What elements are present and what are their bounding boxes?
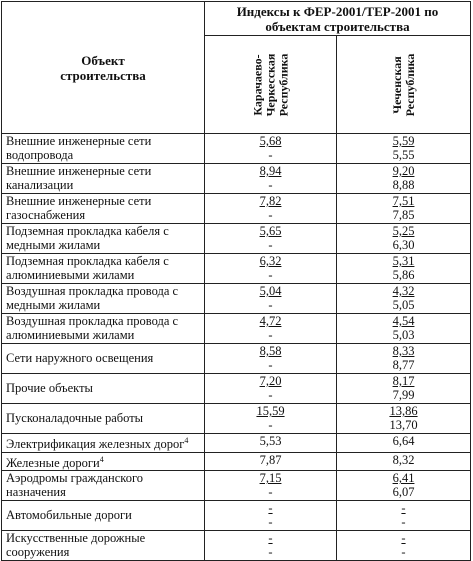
value-cell	[205, 404, 337, 434]
value-top: 4,32	[392, 284, 415, 298]
value-top: 8,58	[259, 344, 282, 358]
value-top: 5,25	[392, 224, 415, 238]
value-cell	[337, 452, 471, 471]
table-row	[2, 452, 471, 471]
value-bottom: 13,70	[389, 418, 418, 432]
table-row	[2, 134, 471, 164]
value-bottom: -	[401, 545, 406, 560]
value-bottom: 5,86	[392, 268, 415, 282]
value-cell	[205, 134, 337, 164]
object-name-text: Пусконаладочные работы	[6, 410, 144, 425]
indices-header	[205, 2, 471, 36]
object-name	[2, 531, 205, 561]
object-name	[2, 452, 205, 471]
value-top: 8,32	[392, 452, 415, 467]
value-cell	[205, 254, 337, 284]
value-top: 5,59	[392, 134, 415, 148]
region1-label: Карачаево-Черкесская Республика	[250, 53, 290, 116]
value-cell	[205, 224, 337, 254]
value-cell	[337, 344, 471, 374]
table-row	[2, 254, 471, 284]
value-top: 13,86	[389, 404, 418, 418]
region1-header	[205, 36, 337, 134]
value-top: 7,82	[259, 194, 282, 208]
value-top: 8,33	[392, 344, 415, 358]
value-cell	[337, 434, 471, 453]
value-cell	[337, 531, 471, 561]
table-row	[2, 344, 471, 374]
value-cell	[337, 284, 471, 314]
value-top: 15,59	[256, 404, 285, 418]
object-name-text: Сети наружного освещения	[6, 350, 154, 365]
value-bottom: 8,88	[392, 178, 415, 192]
value-bottom: -	[268, 328, 273, 342]
value-top: 7,20	[259, 374, 282, 388]
value-cell	[205, 194, 337, 224]
value-bottom: -	[268, 178, 273, 192]
table-row	[2, 434, 471, 453]
value-top: 7,87	[259, 452, 282, 467]
value-cell	[205, 314, 337, 344]
region2-header	[337, 36, 471, 134]
object-name-text: Электрификация железных дорог	[6, 437, 185, 452]
indices-table	[1, 1, 471, 561]
value-top: 5,65	[259, 224, 282, 238]
value-cell	[337, 471, 471, 501]
value-cell	[337, 254, 471, 284]
object-name-text: Подземная прокладка кабеля с медными жилами	[6, 224, 169, 252]
indices-title: Индексы к ФЕР-2001/ТЕР-2001 по объектам строительства	[236, 3, 439, 34]
value-cell	[337, 134, 471, 164]
value-bottom: 8,77	[392, 358, 415, 372]
object-name	[2, 284, 205, 314]
object-name	[2, 164, 205, 194]
object-name-text: Подземная прокладка кабеля с алюминиевыми жилами	[6, 254, 169, 282]
footnote-marker: 4	[184, 436, 189, 445]
value-cell	[205, 531, 337, 561]
value-top: 7,15	[259, 471, 282, 486]
object-name-text: Внешние инженерные сети водопровода	[6, 134, 152, 162]
value-cell	[205, 164, 337, 194]
value-cell	[337, 501, 471, 531]
value-cell	[337, 194, 471, 224]
value-cell	[337, 224, 471, 254]
value-cell	[337, 164, 471, 194]
value-bottom: -	[401, 515, 406, 530]
value-top: 5,04	[259, 284, 282, 298]
value-top: -	[268, 501, 273, 516]
object-column-label: Объект строительства	[60, 52, 146, 83]
value-cell	[205, 471, 337, 501]
table-row	[2, 501, 471, 531]
value-cell	[205, 501, 337, 531]
value-top: 6,64	[392, 434, 415, 448]
table-row	[2, 471, 471, 501]
table-row	[2, 194, 471, 224]
object-name	[2, 314, 205, 344]
region2-label: Чеченская Республика	[389, 53, 417, 116]
value-cell	[205, 374, 337, 404]
value-top: 6,32	[259, 254, 282, 268]
value-bottom: -	[268, 358, 273, 372]
footnote-marker: 4	[99, 454, 104, 464]
object-name-text: Прочие объекты	[6, 380, 93, 395]
value-cell	[205, 452, 337, 471]
value-bottom: -	[268, 298, 273, 312]
object-name	[2, 471, 205, 501]
object-name-text: Внешние инженерные сети газоснабжения	[6, 194, 152, 222]
value-bottom: 5,05	[392, 298, 415, 312]
object-name-text: Железные дороги	[6, 455, 100, 470]
value-bottom: -	[268, 238, 273, 252]
value-bottom: 5,03	[392, 328, 415, 342]
value-bottom: -	[268, 148, 273, 162]
value-bottom: -	[268, 545, 273, 560]
object-name-text: Автомобильные дороги	[6, 508, 132, 523]
value-top: 5,31	[392, 254, 415, 268]
value-bottom: -	[268, 268, 273, 282]
object-name-text: Аэродромы гражданского назначения	[6, 471, 144, 499]
value-bottom: -	[268, 208, 273, 222]
value-top: 5,53	[259, 434, 282, 448]
object-name-text: Воздушная прокладка провода с алюминиевыми жилами	[6, 314, 179, 342]
table-row	[2, 284, 471, 314]
table-row	[2, 531, 471, 561]
value-bottom: -	[268, 485, 273, 500]
value-top: 7,51	[392, 194, 415, 208]
value-top: 5,68	[259, 134, 282, 148]
value-top: 4,54	[392, 314, 415, 328]
table-row	[2, 224, 471, 254]
table-row	[2, 164, 471, 194]
value-top: -	[401, 501, 406, 516]
object-name-text: Воздушная прокладка провода с медными жилами	[6, 284, 179, 312]
value-top: 6,41	[392, 471, 415, 486]
value-bottom: -	[268, 388, 273, 402]
object-name	[2, 134, 205, 164]
object-name	[2, 224, 205, 254]
table-row	[2, 314, 471, 344]
value-top: -	[268, 531, 273, 546]
value-bottom: 7,85	[392, 208, 415, 222]
object-name	[2, 501, 205, 531]
value-cell	[337, 374, 471, 404]
value-top: 4,72	[259, 314, 282, 328]
value-bottom: -	[268, 515, 273, 530]
object-name	[2, 404, 205, 434]
value-top: 8,94	[259, 164, 282, 178]
value-bottom: 6,07	[392, 485, 415, 500]
value-cell	[205, 434, 337, 453]
object-name-text: Внешние инженерные сети канализации	[6, 164, 152, 192]
object-name	[2, 344, 205, 374]
table-row	[2, 404, 471, 434]
value-bottom: 5,55	[392, 148, 415, 162]
value-top: -	[401, 531, 406, 546]
object-name	[2, 194, 205, 224]
value-cell	[205, 284, 337, 314]
value-cell	[205, 344, 337, 374]
object-name	[2, 254, 205, 284]
value-cell	[337, 314, 471, 344]
value-top: 9,20	[392, 164, 415, 178]
object-name	[2, 434, 205, 453]
object-column-header	[2, 2, 205, 134]
table-row	[2, 374, 471, 404]
value-top: 8,17	[392, 374, 415, 388]
value-bottom: 7,99	[392, 388, 415, 402]
value-cell	[337, 404, 471, 434]
object-name-text: Искусственные дорожные сооружения	[6, 531, 146, 559]
object-name	[2, 374, 205, 404]
value-bottom: -	[268, 418, 273, 432]
value-bottom: 6,30	[392, 238, 415, 252]
